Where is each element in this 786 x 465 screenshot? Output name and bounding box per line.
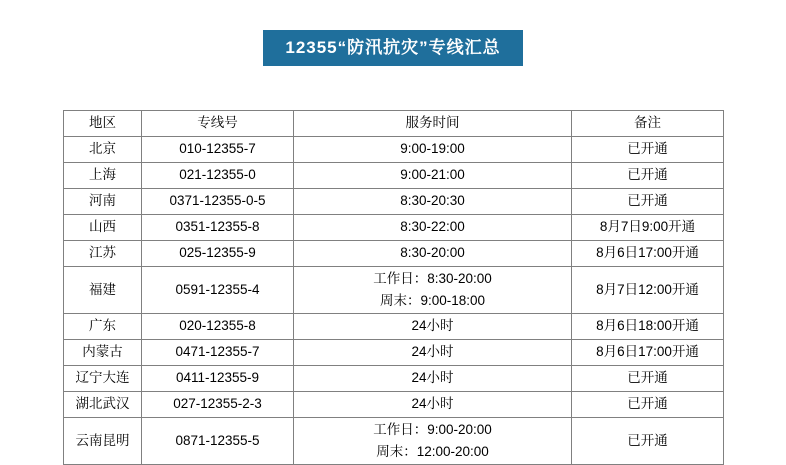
cell-note: 已开通 bbox=[572, 163, 724, 189]
cell-hours: 8:30-20:00 bbox=[294, 241, 572, 267]
table-body bbox=[64, 137, 724, 465]
cell-hours: 24小时 bbox=[294, 314, 572, 340]
cell-note: 8月6日17:00开通 bbox=[572, 241, 724, 267]
cell-region: 湖北武汉 bbox=[64, 392, 142, 418]
cell-region: 云南昆明 bbox=[64, 418, 142, 465]
cell-note: 8月7日12:00开通 bbox=[572, 267, 724, 314]
cell-number: 0351-12355-8 bbox=[142, 215, 294, 241]
cell-region: 山西 bbox=[64, 215, 142, 241]
cell-hours-line: 工作日：9:00-20:00 bbox=[373, 421, 492, 437]
table-row bbox=[64, 163, 724, 189]
table-row bbox=[64, 267, 724, 314]
cell-note: 已开通 bbox=[572, 189, 724, 215]
cell-hours: 8:30-20:30 bbox=[294, 189, 572, 215]
cell-number: 0471-12355-7 bbox=[142, 340, 294, 366]
column-header-number: 专线号 bbox=[142, 111, 294, 137]
cell-region: 辽宁大连 bbox=[64, 366, 142, 392]
cell-hours bbox=[294, 267, 572, 314]
cell-number: 0371-12355-0-5 bbox=[142, 189, 294, 215]
table-row bbox=[64, 366, 724, 392]
table-row bbox=[64, 340, 724, 366]
table-row bbox=[64, 137, 724, 163]
cell-hours: 8:30-22:00 bbox=[294, 215, 572, 241]
cell-region: 江苏 bbox=[64, 241, 142, 267]
page-title: 12355“防汛抗灾”专线汇总 bbox=[263, 30, 522, 66]
title-container bbox=[0, 30, 786, 66]
cell-hours: 9:00-21:00 bbox=[294, 163, 572, 189]
cell-note: 已开通 bbox=[572, 418, 724, 465]
table-row bbox=[64, 314, 724, 340]
cell-region: 内蒙古 bbox=[64, 340, 142, 366]
cell-hours: 24小时 bbox=[294, 366, 572, 392]
column-header-hours: 服务时间 bbox=[294, 111, 572, 137]
table-header-row bbox=[64, 111, 724, 137]
cell-hours-line: 周末：12:00-20:00 bbox=[376, 444, 489, 459]
table-row bbox=[64, 241, 724, 267]
cell-number: 010-12355-7 bbox=[142, 137, 294, 163]
column-header-region: 地区 bbox=[64, 111, 142, 137]
cell-note: 8月6日18:00开通 bbox=[572, 314, 724, 340]
cell-note: 8月6日17:00开通 bbox=[572, 340, 724, 366]
cell-number: 021-12355-0 bbox=[142, 163, 294, 189]
cell-hours: 9:00-19:00 bbox=[294, 137, 572, 163]
cell-hours: 24小时 bbox=[294, 340, 572, 366]
cell-number: 027-12355-2-3 bbox=[142, 392, 294, 418]
cell-number: 0411-12355-9 bbox=[142, 366, 294, 392]
cell-region: 广东 bbox=[64, 314, 142, 340]
cell-number: 0871-12355-5 bbox=[142, 418, 294, 465]
hotline-table bbox=[63, 110, 724, 465]
cell-note: 已开通 bbox=[572, 137, 724, 163]
cell-region: 河南 bbox=[64, 189, 142, 215]
column-header-note: 备注 bbox=[572, 111, 724, 137]
table-header bbox=[64, 111, 724, 137]
table-row bbox=[64, 189, 724, 215]
cell-region: 上海 bbox=[64, 163, 142, 189]
cell-hours-line: 工作日：8:30-20:00 bbox=[373, 270, 492, 286]
cell-region: 北京 bbox=[64, 137, 142, 163]
table-row bbox=[64, 418, 724, 465]
cell-note: 8月7日9:00开通 bbox=[572, 215, 724, 241]
cell-region: 福建 bbox=[64, 267, 142, 314]
table-row bbox=[64, 392, 724, 418]
cell-hours: 24小时 bbox=[294, 392, 572, 418]
cell-number: 025-12355-9 bbox=[142, 241, 294, 267]
cell-number: 020-12355-8 bbox=[142, 314, 294, 340]
table-row bbox=[64, 215, 724, 241]
cell-note: 已开通 bbox=[572, 392, 724, 418]
hotline-table-container bbox=[63, 110, 723, 465]
cell-hours bbox=[294, 418, 572, 465]
cell-note: 已开通 bbox=[572, 366, 724, 392]
cell-number: 0591-12355-4 bbox=[142, 267, 294, 314]
cell-hours-line: 周末：9:00-18:00 bbox=[379, 293, 486, 308]
